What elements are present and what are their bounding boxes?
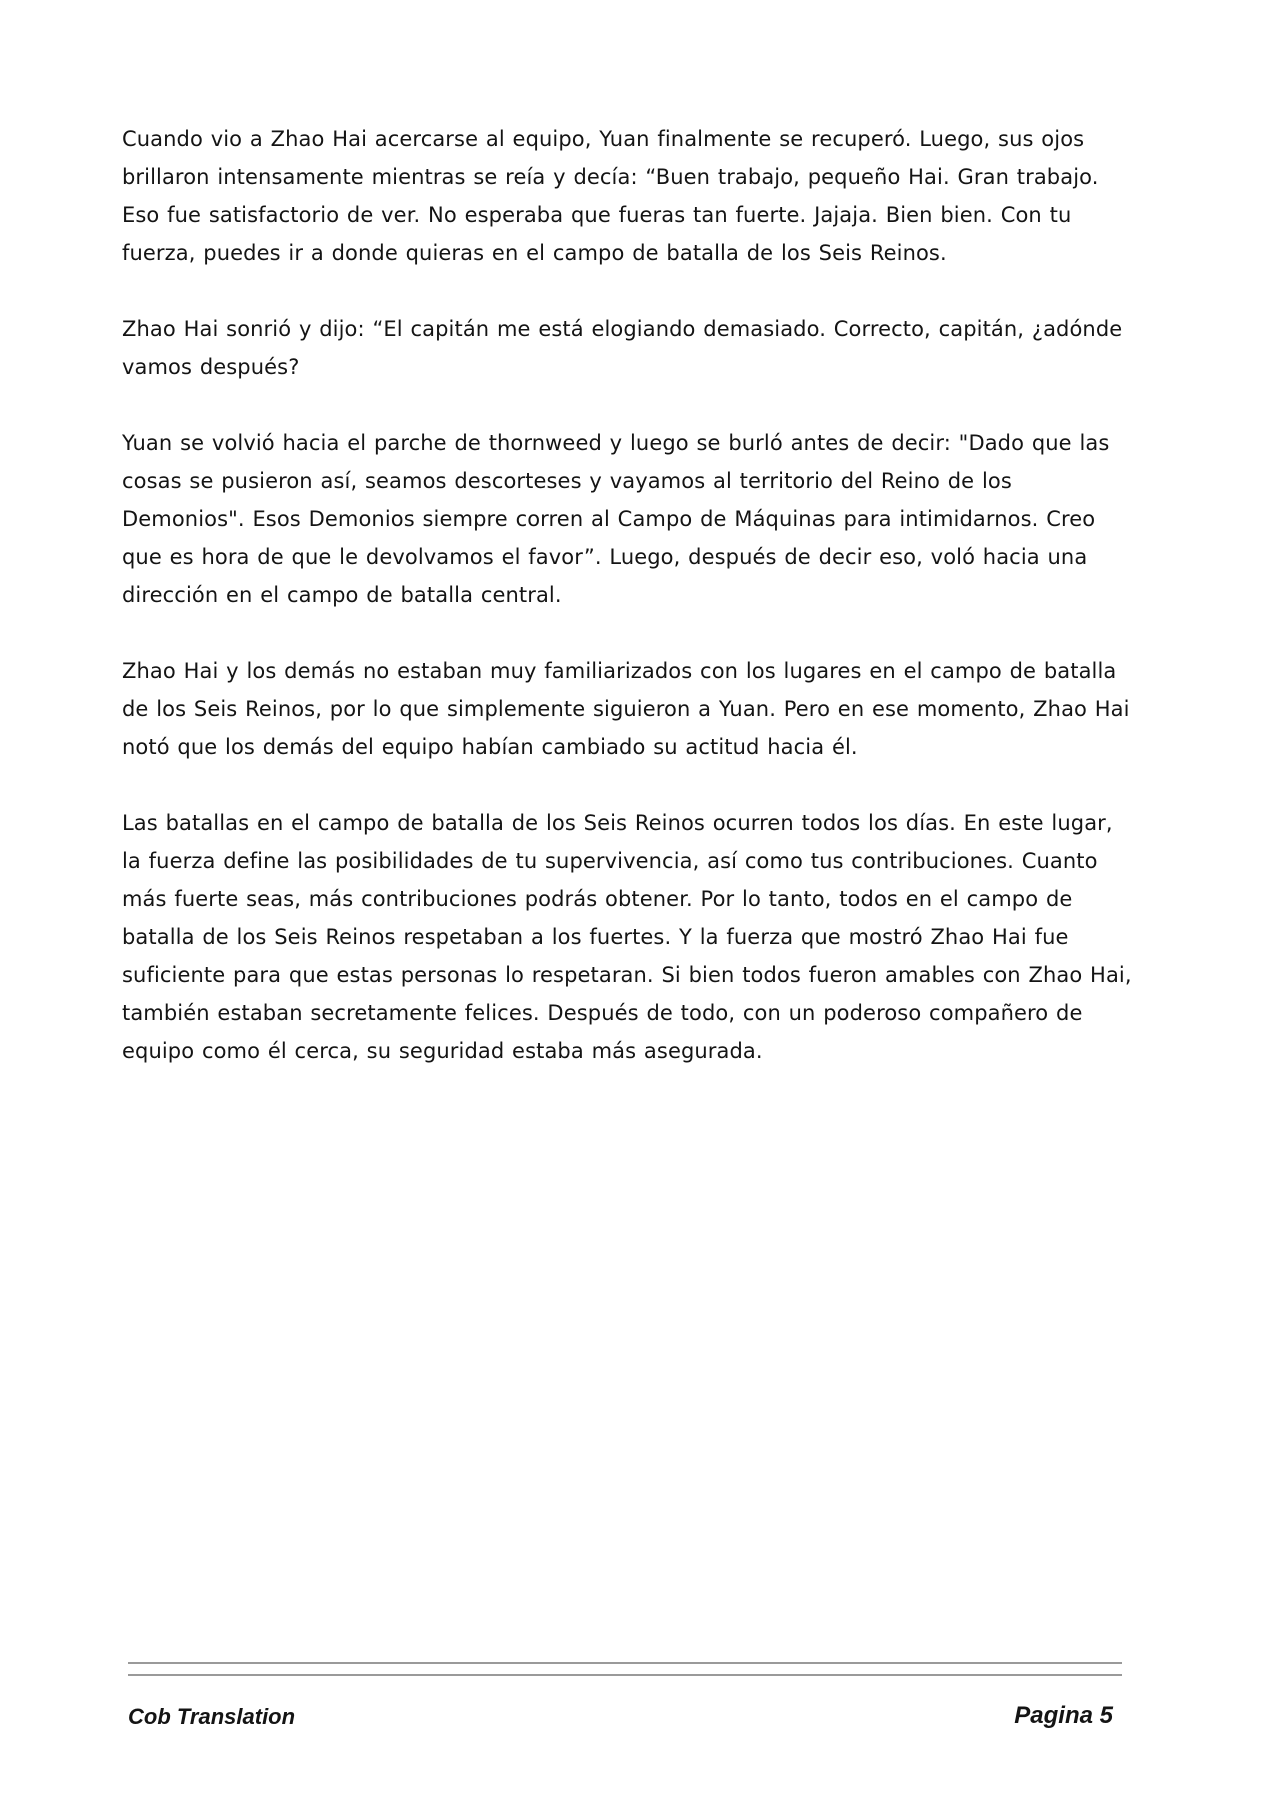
footer-divider-bottom (128, 1674, 1122, 1676)
page-body (122, 120, 1137, 1108)
paragraph-3: Yuan se volvió hacia el parche de thornweed y luego se burló antes de decir: "Dado que las cosas se pusieron así, seamos descorteses y vayamos al territorio del Reino de los Demonios". Esos Demonios siempre corren al Campo de Máquinas para intimidarnos. Creo que es hora de que le devolvamos el favor”. Luego, después de decir eso, voló hacia una dirección en el campo de batalla central. (122, 431, 1110, 607)
paragraph-4: Zhao Hai y los demás no estaban muy familiarizados con los lugares en el campo de batalla de los Seis Reinos, por lo que simplemente siguieron a Yuan. Pero en ese momento, Zhao Hai notó que los demás del equipo habían cambiado su actitud hacia él. (122, 659, 1130, 759)
paragraph-2: Zhao Hai sonrió y dijo: “El capitán me está elogiando demasiado. Correcto, capitán, ¿adónde vamos después? (122, 317, 1123, 379)
paragraph-1: Cuando vio a Zhao Hai acercarse al equipo, Yuan finalmente se recuperó. Luego, sus ojos brillaron intensamente mientras se reía y decía: “Buen trabajo, pequeño Hai. Gran trabajo. Eso fue satisfactorio de ver. No esperaba que fueras tan fuerte. Jajaja. Bien bien. Con tu fuerza, puedes ir a donde quieras en el campo de batalla de los Seis Reinos. (122, 127, 1099, 265)
footer-publisher: Cob Translation (128, 1704, 296, 1729)
footer-divider-top (128, 1662, 1122, 1664)
paragraph-5: Las batallas en el campo de batalla de los Seis Reinos ocurren todos los días. En este lugar, la fuerza define las posibilidades de tu supervivencia, así como tus contribuciones. Cuanto más fuerte seas, más contribuciones podrás obtener. Por lo tanto, todos en el campo de batalla de los Seis Reinos respetaban a los fuertes. Y la fuerza que mostró Zhao Hai fue suficiente para que estas personas lo respetaran. Si bien todos fueron amables con Zhao Hai, también estaban secretamente felices. Después de todo, con un poderoso compañero de equipo como él cerca, su seguridad estaba más asegurada. (122, 811, 1132, 1063)
page-number: Pagina 5 (1014, 1702, 1113, 1729)
